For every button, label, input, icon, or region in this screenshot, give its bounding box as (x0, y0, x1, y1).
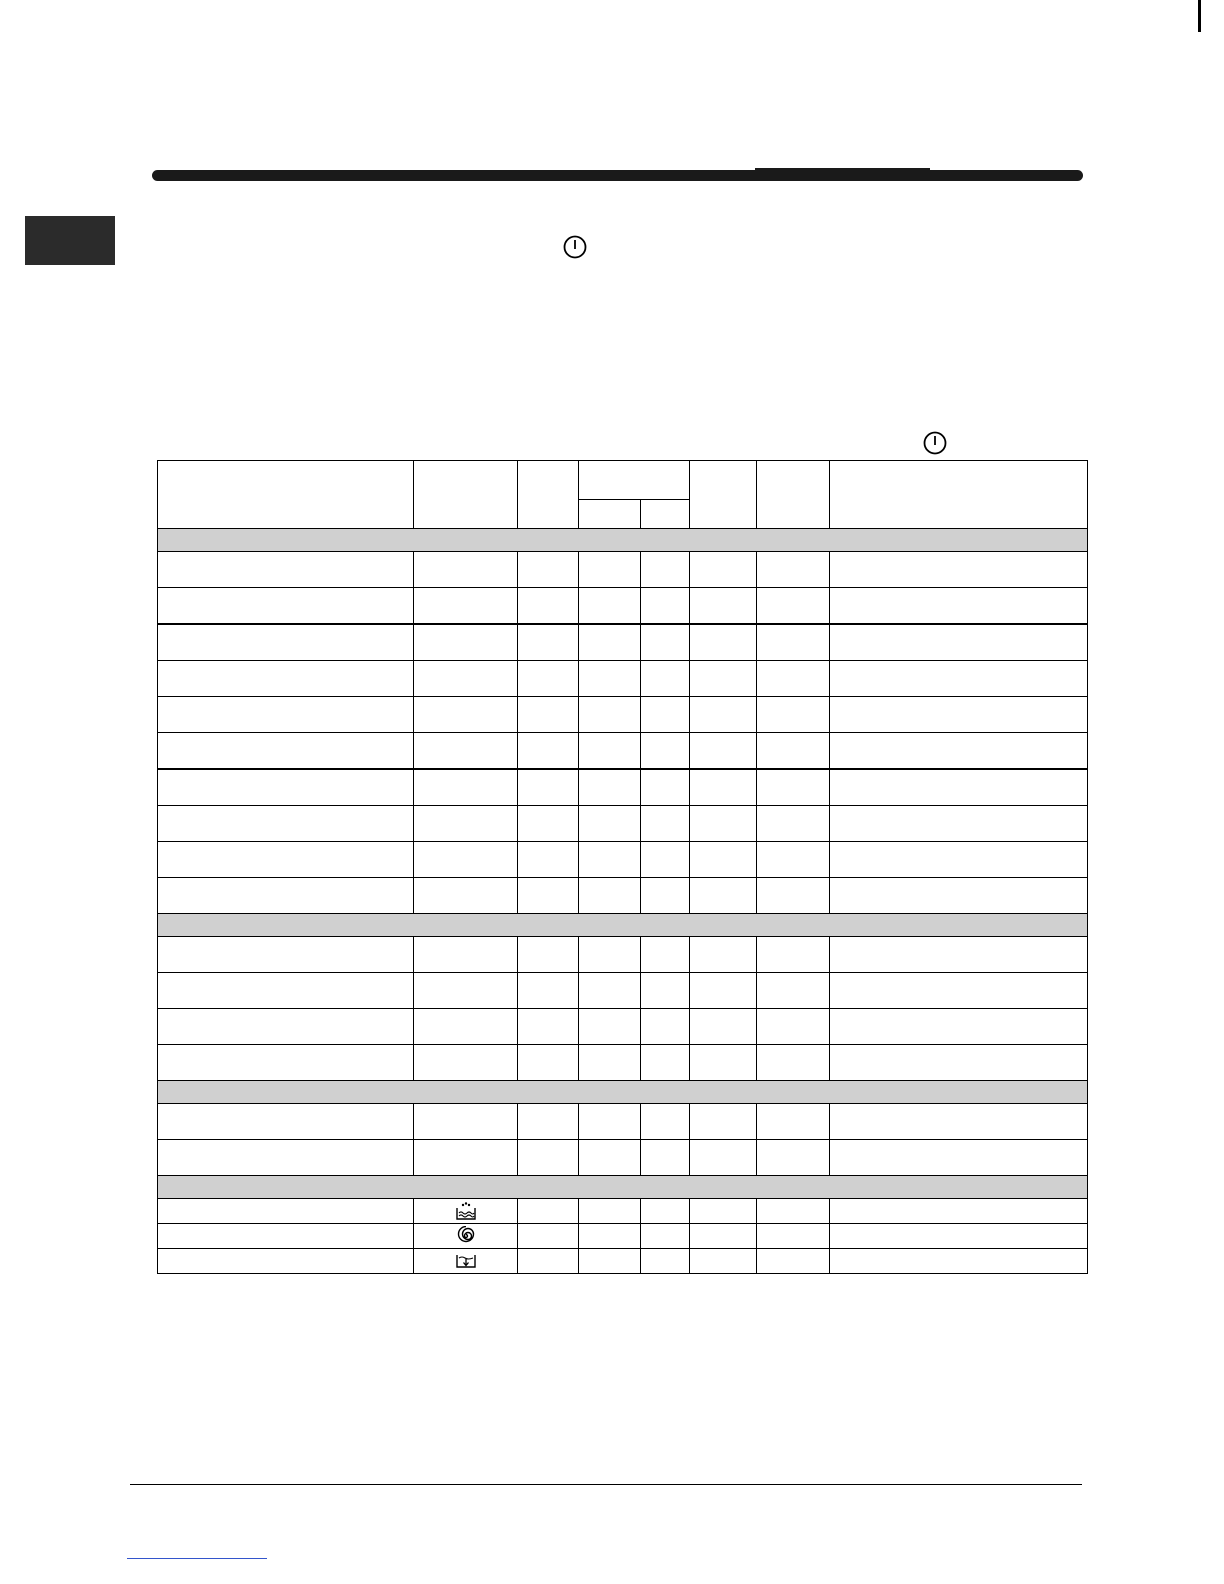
programmes-table (157, 460, 1088, 1274)
header-cell (518, 461, 579, 529)
header-cell-group (579, 461, 690, 500)
table-row (158, 1199, 1088, 1224)
table-row (158, 878, 1088, 914)
table-row (158, 661, 1088, 697)
footer-rule (130, 1484, 1082, 1485)
table-header-row (158, 461, 1088, 500)
header-subcell (641, 500, 690, 529)
header-cell (690, 461, 757, 529)
table-row (158, 973, 1088, 1009)
header-cell (158, 461, 414, 529)
table-row (158, 1249, 1088, 1274)
table-row (158, 1009, 1088, 1045)
language-side-tab (25, 216, 115, 265)
table-row (158, 733, 1088, 770)
group-header-row (158, 529, 1088, 552)
spin-icon (455, 1228, 477, 1242)
table-row (158, 842, 1088, 878)
drain-icon (455, 1253, 477, 1267)
group-header-row (158, 1176, 1088, 1199)
table-row (158, 1104, 1088, 1140)
page-edge-mark (1198, 0, 1201, 32)
power-icon (562, 234, 588, 260)
table-row (158, 806, 1088, 842)
table-row (158, 1045, 1088, 1081)
footer-link-underline (127, 1558, 267, 1559)
table-row (158, 588, 1088, 625)
rinse-icon (455, 1203, 477, 1217)
table-row (158, 937, 1088, 973)
group-header-row (158, 914, 1088, 937)
table-row (158, 697, 1088, 733)
table-row (158, 624, 1088, 661)
header-cell (830, 461, 1088, 529)
title-rule (152, 170, 1083, 181)
power-icon (922, 430, 948, 456)
header-cell (757, 461, 830, 529)
header-subcell (579, 500, 641, 529)
group-header-row (158, 1081, 1088, 1104)
header-cell (414, 461, 518, 529)
table-row (158, 552, 1088, 588)
table-row (158, 1224, 1088, 1249)
table-row (158, 1140, 1088, 1176)
table-row (158, 769, 1088, 806)
